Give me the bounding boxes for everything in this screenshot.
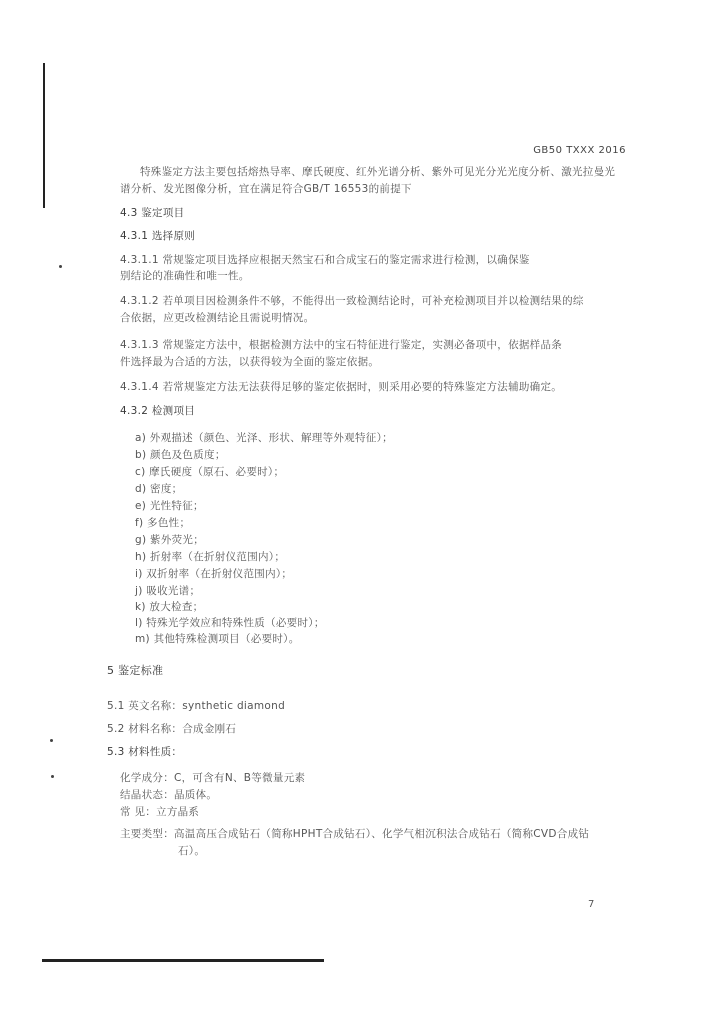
section-heading-4-3: 4.3 鉴定项目 — [120, 207, 185, 219]
scan-speck — [51, 775, 54, 778]
list-item: m) 其他特殊检测项目（必要时）。 — [135, 633, 300, 645]
section-5-3: 5.3 材料性质： — [107, 746, 183, 758]
list-item: g) 紫外荧光； — [135, 534, 205, 546]
list-item: f) 多色性； — [135, 517, 191, 529]
scan-artifact-line — [43, 63, 45, 208]
para-4-3-1-1-line1: 4.3.1.1 常规鉴定项目选择应根据天然宝石和合成宝石的鉴定需求进行检测，以确保鉴 — [120, 254, 530, 266]
list-item: b) 颜色及色质度； — [135, 449, 226, 461]
list-item: k) 放大检查； — [135, 601, 204, 613]
list-item: a) 外观描述（颜色、光泽、形状、解理等外观特征）； — [135, 432, 393, 444]
intro-line-2: 谱分析、发光图像分析，宜在满足符合GB/T 16553的前提下 — [120, 183, 412, 195]
list-item: c) 摩氏硬度（原石、必要时）； — [135, 466, 285, 478]
page-number: 7 — [588, 899, 595, 910]
para-4-3-1-2-line1: 4.3.1.2 若单项目因检测条件不够，不能得出一致检测结论时，可补充检测项目并以检测结果的综 — [120, 295, 584, 307]
intro-line-1: 特殊鉴定方法主要包括熔热导率、摩氏硬度、红外光谱分析、紫外可见光分光光度分析、激光拉曼光 — [140, 166, 616, 178]
list-item: j) 吸收光谱； — [135, 585, 201, 597]
section-heading-4-3-1: 4.3.1 选择原则 — [120, 230, 196, 242]
section-5-2: 5.2 材料名称：合成金刚石 — [107, 723, 237, 735]
para-4-3-1-3-line2: 件选择最为合适的方法，以获得较为全面的鉴定依据。 — [120, 356, 380, 368]
property-line: 结晶状态：晶质体。 — [120, 789, 218, 801]
standard-code-header: GB50 TXXX 2016 — [533, 145, 626, 156]
list-item: e) 光性特征； — [135, 500, 204, 512]
property-line: 石）。 — [178, 845, 206, 857]
list-item: l) 特殊光学效应和特殊性质（必要时）； — [135, 617, 325, 629]
scan-artifact-bottom-line — [42, 959, 324, 962]
property-line: 主要类型：高温高压合成钻石（简称HPHT合成钻石）、化学气相沉积法合成钻石（简称CVD合成钻 — [120, 828, 590, 840]
section-5-1: 5.1 英文名称：synthetic diamond — [107, 700, 286, 712]
para-4-3-1-3-line1: 4.3.1.3 常规鉴定方法中，根据检测方法中的宝石特征进行鉴定，实测必备项中，依据样品条 — [120, 339, 563, 351]
list-item: i) 双折射率（在折射仪范围内）； — [135, 568, 293, 580]
list-item: h) 折射率（在折射仪范围内）； — [135, 551, 286, 563]
para-4-3-1-2-line2: 合依据，应更改检测结论且需说明情况。 — [120, 312, 315, 324]
scan-speck — [59, 265, 62, 268]
para-4-3-1-1-line2: 别结论的准确性和唯一性。 — [120, 270, 250, 282]
property-line: 常 见：立方晶系 — [120, 806, 200, 818]
section-heading-5: 5 鉴定标准 — [107, 664, 164, 677]
list-item: d) 密度； — [135, 483, 183, 495]
section-heading-4-3-2: 4.3.2 检测项目 — [120, 405, 196, 417]
para-4-3-1-4: 4.3.1.4 若常规鉴定方法无法获得足够的鉴定依据时，则采用必要的特殊鉴定方法辅助确定。 — [120, 381, 563, 393]
property-line: 化学成分：C，可含有N、B等微量元素 — [120, 772, 306, 784]
scan-speck — [50, 739, 53, 742]
